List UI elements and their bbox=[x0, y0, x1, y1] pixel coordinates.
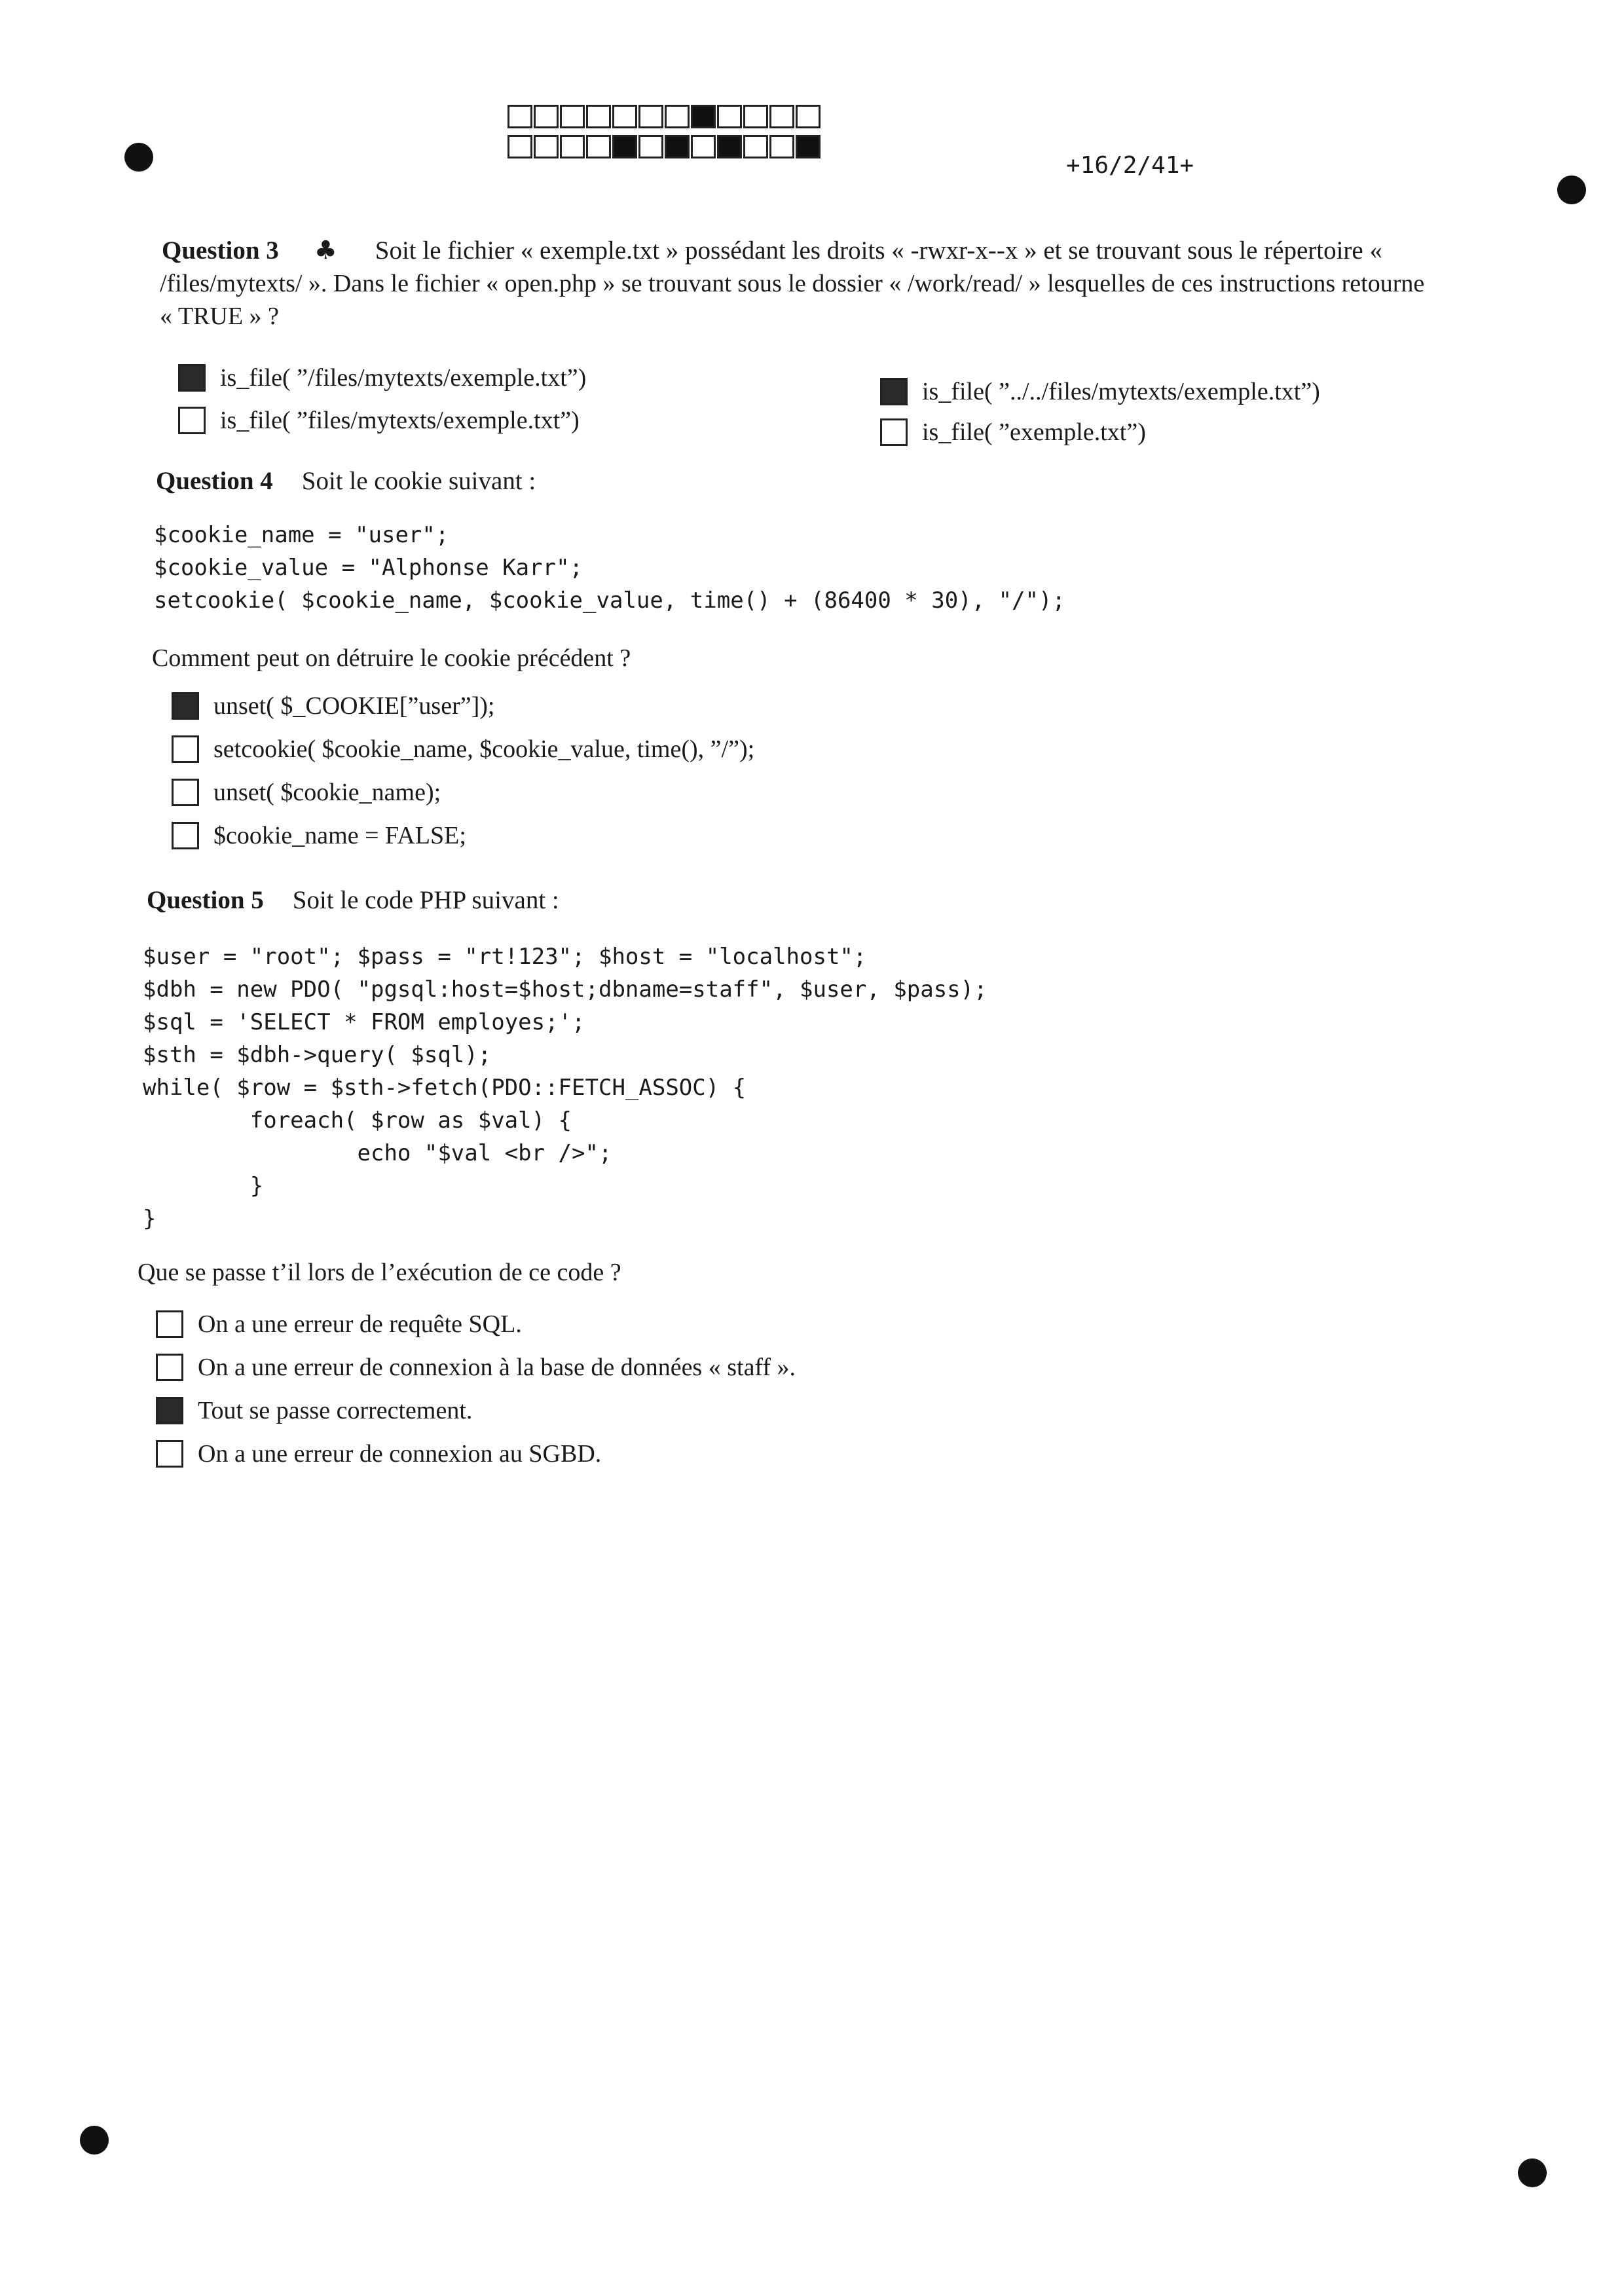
id-grid-cell bbox=[717, 135, 742, 158]
id-grid-cell bbox=[586, 105, 611, 128]
question-3-text-line-2: /files/mytexts/ ». Dans le fichier « open.php » se trouvant sous le dossier « /work/read/ » lesquelles de ces instructions retourne bbox=[160, 270, 1425, 297]
corner-mark-bottom-right bbox=[1518, 2158, 1547, 2187]
q5-option-2[interactable] bbox=[156, 1353, 796, 1382]
question-3-number: Question 3 bbox=[162, 236, 279, 265]
q4-option-3-checkbox[interactable] bbox=[172, 779, 199, 806]
id-grid-cell bbox=[691, 105, 716, 128]
q4-option-1-label: unset( $_COOKIE[”user”]); bbox=[213, 692, 495, 720]
corner-mark-top-right bbox=[1557, 176, 1586, 204]
q4-option-3-label: unset( $cookie_name); bbox=[213, 779, 441, 806]
question-5-number: Question 5 bbox=[147, 886, 264, 914]
question-4-code: $cookie_name = "user"; $cookie_value = "Alphonse Karr"; setcookie( $cookie_name, $cookie_value, time() + (86400 * 30), "/"); bbox=[154, 522, 1065, 614]
q4-option-1-checkbox[interactable] bbox=[172, 692, 199, 720]
id-grid-cell bbox=[534, 135, 559, 158]
corner-mark-top-left bbox=[124, 143, 153, 172]
id-grid-cell bbox=[612, 105, 637, 128]
q3-option-4-label: is_file( ”exemple.txt”) bbox=[922, 418, 1146, 446]
q4-option-4-checkbox[interactable] bbox=[172, 822, 199, 849]
id-grid-row-1 bbox=[507, 105, 822, 128]
q5-option-2-checkbox[interactable] bbox=[156, 1354, 183, 1381]
id-grid-cell bbox=[743, 135, 768, 158]
q5-option-3-label: Tout se passe correctement. bbox=[198, 1397, 473, 1424]
question-5-code: $user = "root"; $pass = "rt!123"; $host = "localhost"; $dbh = new PDO( "pgsql:host=$host;dbname=staff", $user, $pass); $sql = 'SELECT * FROM employes;'; $sth = $dbh->query( $sql); while( $row = $sth->fetch(PDO::FETCH_ASSOC) { foreach( $row as $val) { echo "$val <br />"; } } bbox=[143, 944, 987, 1232]
question-5-prompt: Que se passe t’il lors de l’exécution de ce code ? bbox=[138, 1259, 621, 1286]
q5-option-3[interactable] bbox=[156, 1396, 472, 1425]
id-grid-cell bbox=[534, 105, 559, 128]
page-id: +16/2/41+ bbox=[1066, 152, 1194, 179]
q3-option-3-label: is_file( ”../../files/mytexts/exemple.txt”) bbox=[922, 378, 1320, 405]
q3-option-2-label: is_file( ”files/mytexts/exemple.txt”) bbox=[220, 407, 580, 434]
id-grid-cell bbox=[717, 105, 742, 128]
question-5-intro: Soit le code PHP suivant : bbox=[292, 886, 559, 914]
q3-option-1-checkbox[interactable] bbox=[178, 364, 206, 392]
q4-option-3[interactable] bbox=[172, 778, 441, 807]
question-3-text-line-1: Soit le fichier « exemple.txt » possédant les droits « -rwxr-x--x » et se trouvant sous le répertoire « bbox=[375, 236, 1382, 265]
id-grid-row-2 bbox=[507, 135, 822, 158]
question-3-header bbox=[162, 236, 1382, 265]
q3-option-1-label: is_file( ”/files/mytexts/exemple.txt”) bbox=[220, 364, 587, 392]
corner-mark-bottom-left bbox=[80, 2126, 109, 2155]
id-grid-cell bbox=[560, 105, 585, 128]
id-grid-cell bbox=[612, 135, 637, 158]
q5-option-4-label: On a une erreur de connexion au SGBD. bbox=[198, 1440, 602, 1468]
id-grid-cell bbox=[796, 135, 821, 158]
q3-option-2[interactable] bbox=[178, 406, 580, 435]
question-5-header bbox=[147, 885, 559, 915]
q4-option-4-label: $cookie_name = FALSE; bbox=[213, 822, 466, 849]
q5-option-4-checkbox[interactable] bbox=[156, 1440, 183, 1468]
q5-option-1[interactable] bbox=[156, 1310, 522, 1339]
id-grid-cell bbox=[507, 135, 532, 158]
id-grid bbox=[507, 105, 822, 165]
q4-option-2-label: setcookie( $cookie_name, $cookie_value, time(), ”/”); bbox=[213, 735, 755, 763]
id-grid-cell bbox=[796, 105, 821, 128]
id-grid-cell bbox=[560, 135, 585, 158]
q4-option-1[interactable] bbox=[172, 692, 494, 720]
q3-option-3-checkbox[interactable] bbox=[880, 378, 908, 405]
q5-option-1-label: On a une erreur de requête SQL. bbox=[198, 1310, 522, 1338]
q4-option-2-checkbox[interactable] bbox=[172, 735, 199, 763]
id-grid-cell bbox=[665, 105, 690, 128]
id-grid-cell bbox=[769, 135, 794, 158]
question-4-intro: Soit le cookie suivant : bbox=[301, 467, 536, 495]
q4-option-2[interactable] bbox=[172, 735, 754, 764]
id-grid-cell bbox=[638, 135, 663, 158]
q4-option-4[interactable] bbox=[172, 821, 466, 850]
q3-option-4[interactable] bbox=[880, 418, 1146, 447]
q5-option-2-label: On a une erreur de connexion à la base de données « staff ». bbox=[198, 1354, 796, 1381]
question-4-prompt: Comment peut on détruire le cookie précédent ? bbox=[152, 644, 631, 672]
id-grid-cell bbox=[665, 135, 690, 158]
q3-option-2-checkbox[interactable] bbox=[178, 407, 206, 434]
club-icon: ♣ bbox=[314, 236, 337, 265]
q3-option-4-checkbox[interactable] bbox=[880, 418, 908, 446]
id-grid-cell bbox=[638, 105, 663, 128]
id-grid-cell bbox=[691, 135, 716, 158]
question-3-text bbox=[160, 267, 1548, 333]
q5-option-1-checkbox[interactable] bbox=[156, 1310, 183, 1338]
q5-option-4[interactable] bbox=[156, 1439, 601, 1468]
id-grid-cell bbox=[743, 105, 768, 128]
id-grid-cell bbox=[769, 105, 794, 128]
id-grid-cell bbox=[507, 105, 532, 128]
question-4-header bbox=[156, 466, 536, 496]
id-grid-cell bbox=[586, 135, 611, 158]
q3-option-3[interactable] bbox=[880, 377, 1320, 406]
q3-option-1[interactable] bbox=[178, 363, 586, 392]
question-4-number: Question 4 bbox=[156, 467, 273, 495]
question-3-text-line-3: « TRUE » ? bbox=[160, 303, 279, 330]
q5-option-3-checkbox[interactable] bbox=[156, 1397, 183, 1424]
